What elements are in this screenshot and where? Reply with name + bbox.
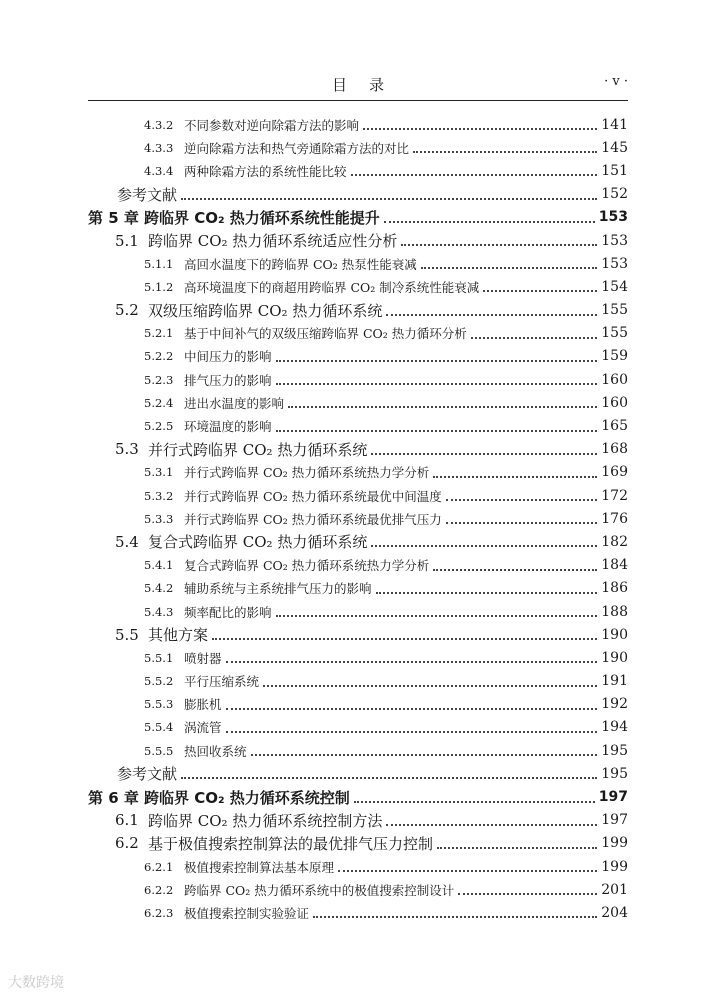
toc-entry[interactable]: [88, 414, 628, 437]
toc-entry-page: 153: [601, 255, 628, 272]
toc-entry[interactable]: [88, 159, 628, 182]
toc-entry-page: 194: [601, 719, 628, 736]
dot-leader: [181, 197, 597, 200]
dot-leader: [276, 359, 598, 362]
toc-entry-number: 5.4.3: [144, 604, 174, 619]
toc-entry-number: 5.1.2: [144, 279, 174, 294]
toc-entry[interactable]: [88, 716, 628, 739]
page-number: · v ·: [604, 74, 628, 89]
toc-entry-page: 197: [598, 789, 628, 806]
toc-entry-title: 热回收系统: [184, 743, 247, 759]
toc-entry[interactable]: [88, 484, 628, 507]
toc-entry[interactable]: [88, 391, 628, 414]
toc-entry[interactable]: [88, 206, 628, 229]
toc-entry[interactable]: [88, 229, 628, 252]
dot-leader: [226, 730, 598, 733]
toc-entry-number: 5.2.5: [144, 419, 174, 434]
toc-entry-page: 197: [601, 812, 628, 829]
toc-entry[interactable]: [88, 438, 628, 461]
toc-entry-number: 5.2.3: [144, 372, 174, 387]
toc-entry-number: 5.5.1: [144, 650, 174, 665]
toc-entry-title: 跨临界 CO₂ 热力循环系统控制: [144, 788, 350, 807]
dot-leader: [446, 521, 597, 524]
toc-entry-page: 169: [601, 464, 628, 481]
toc-entry-number: 4.3.2: [144, 117, 174, 132]
toc-entry-number: 5.3: [115, 440, 139, 459]
toc-entry[interactable]: [88, 368, 628, 391]
toc-entry-title: 极值搜索控制实验验证: [184, 905, 310, 921]
toc-entry-number: 5.5.4: [144, 720, 174, 735]
toc-entry-page: 172: [601, 487, 628, 504]
toc-entry-page: 199: [601, 835, 628, 852]
toc-entry-title: 并行式跨临界 CO₂ 热力循环系统最优排气压力: [184, 511, 442, 527]
toc-entry-number: 6.2: [115, 834, 139, 853]
toc-entry[interactable]: [88, 670, 628, 693]
toc-entry-page: 165: [601, 418, 628, 435]
dot-leader: [354, 800, 595, 803]
toc-entry-page: 151: [601, 162, 628, 179]
toc-entry[interactable]: [88, 785, 628, 808]
dot-leader: [483, 289, 597, 292]
dot-leader: [263, 684, 597, 687]
dot-leader: [386, 313, 597, 316]
dot-leader: [288, 405, 597, 408]
toc-entry-title: 辅助系统与主系统排气压力的影响: [184, 581, 372, 597]
toc-entry-title: 膨胀机: [184, 697, 222, 713]
toc-entry-title: 基于极值搜索控制算法的最优排气压力控制: [148, 834, 434, 853]
toc-entry-number: 5.4.1: [144, 558, 174, 573]
dot-leader: [386, 823, 597, 826]
toc-entry-title: 跨临界 CO₂ 热力循环系统中的极值搜索控制设计: [184, 882, 455, 898]
toc-entry-page: 145: [601, 139, 628, 156]
toc-entry[interactable]: [88, 507, 628, 530]
dot-leader: [471, 336, 597, 339]
dot-leader: [446, 498, 597, 501]
dot-leader: [313, 915, 597, 918]
dot-leader: [433, 568, 597, 571]
dot-leader: [351, 173, 598, 176]
toc-entry-title: 并行式跨临界 CO₂ 热力循环系统最优中间温度: [184, 488, 442, 504]
toc-entry-number: 5.5.2: [144, 674, 174, 689]
toc-entry[interactable]: [88, 855, 628, 878]
toc-entry-page: 153: [601, 232, 628, 249]
toc-entry[interactable]: [88, 299, 628, 322]
toc-entry-title: 其他方案: [148, 626, 209, 645]
dot-leader: [384, 220, 595, 223]
toc-entry-number: 5.3.1: [144, 465, 174, 480]
toc-entry-number: 第 6 章: [88, 788, 139, 807]
dot-leader: [338, 869, 597, 872]
toc-entry-page: 199: [601, 858, 628, 875]
dot-leader: [401, 243, 597, 246]
dot-leader: [226, 660, 598, 663]
toc-entry-title: 跨临界 CO₂ 热力循环系统性能提升: [144, 208, 380, 227]
toc-entry-page: 160: [601, 394, 628, 411]
dot-leader: [251, 753, 598, 756]
toc-entry-title: 排气压力的影响: [184, 372, 272, 388]
table-of-contents: [88, 113, 628, 925]
toc-entry-number: 5.3.3: [144, 511, 174, 526]
dot-leader: [437, 846, 597, 849]
toc-entry-page: 168: [601, 441, 628, 458]
toc-entry-page: 190: [601, 649, 628, 666]
toc-entry-title: 并行式跨临界 CO₂ 热力循环系统热力学分析: [184, 465, 430, 481]
toc-entry-page: 155: [601, 325, 628, 342]
dot-leader: [276, 382, 598, 385]
toc-entry[interactable]: [88, 901, 628, 924]
toc-entry-page: 141: [601, 116, 628, 133]
toc-entry-title: 跨临界 CO₂ 热力循环系统控制方法: [148, 811, 383, 830]
toc-entry-page: 159: [601, 348, 628, 365]
toc-entry-number: 5.5.5: [144, 743, 174, 758]
dot-leader: [371, 544, 597, 547]
watermark: 大数跨境: [8, 975, 64, 991]
toc-entry[interactable]: [88, 878, 628, 901]
toc-entry-number: 5.4: [115, 532, 139, 551]
dot-leader: [413, 150, 597, 153]
toc-entry-number: 6.1: [115, 811, 139, 830]
dot-leader: [226, 707, 598, 710]
toc-entry-page: 152: [601, 186, 628, 203]
dot-leader: [376, 591, 598, 594]
toc-entry[interactable]: [88, 646, 628, 669]
dot-leader: [181, 776, 597, 779]
toc-entry-page: 153: [598, 209, 628, 226]
toc-entry-title: 并行式跨临界 CO₂ 热力循环系统: [148, 440, 368, 459]
toc-entry-title: 中间压力的影响: [184, 349, 272, 365]
dot-leader: [276, 614, 598, 617]
toc-entry-number: 5.1: [115, 231, 139, 250]
page-header: [88, 72, 628, 96]
toc-entry-title: 参考文献: [117, 185, 178, 204]
toc-entry-page: 204: [601, 904, 628, 921]
toc-entry-number: 第 5 章: [88, 208, 139, 227]
toc-entry-page: 155: [601, 302, 628, 319]
toc-entry-page: 195: [601, 765, 628, 782]
toc-entry-number: 5.4.2: [144, 581, 174, 596]
toc-entry-title: 高环境温度下的商超用跨临界 CO₂ 制冷系统性能衰减: [184, 279, 480, 295]
toc-entry-page: 191: [601, 673, 628, 690]
page-title: 目录: [331, 76, 406, 94]
toc-entry[interactable]: [88, 762, 628, 785]
toc-entry-page: 195: [601, 742, 628, 759]
dot-leader: [421, 266, 597, 269]
toc-entry-title: 不同参数对逆向除霜方法的影响: [184, 117, 360, 133]
toc-entry-title: 跨临界 CO₂ 热力循环系统适应性分析: [148, 232, 398, 251]
toc-entry-page: 154: [601, 278, 628, 295]
toc-entry-title: 两种除霜方法的系统性能比较: [184, 163, 347, 179]
toc-entry-page: 190: [601, 626, 628, 643]
toc-entry-title: 进出水温度的影响: [184, 395, 285, 411]
toc-entry-title: 频率配比的影响: [184, 604, 272, 620]
toc-entry[interactable]: [88, 322, 628, 345]
toc-entry-page: 186: [601, 580, 628, 597]
toc-entry-page: 201: [601, 881, 628, 898]
toc-entry-number: 6.2.1: [144, 859, 174, 874]
toc-entry-title: 高回水温度下的跨临界 CO₂ 热泵性能衰减: [184, 256, 417, 272]
toc-entry[interactable]: [88, 530, 628, 553]
toc-entry-title: 双级压缩跨临界 CO₂ 热力循环系统: [148, 301, 383, 320]
toc-entry-title: 复合式跨临界 CO₂ 热力循环系统: [148, 533, 368, 552]
toc-entry[interactable]: [88, 577, 628, 600]
dot-leader: [276, 429, 598, 432]
toc-entry-title: 平行压缩系统: [184, 674, 260, 690]
toc-entry-page: 184: [601, 557, 628, 574]
dot-leader: [363, 127, 597, 130]
toc-entry-title: 喷射器: [184, 650, 222, 666]
toc-entry[interactable]: [88, 809, 628, 832]
toc-entry-page: 176: [601, 510, 628, 527]
toc-entry-number: 4.3.3: [144, 140, 174, 155]
toc-entry-title: 逆向除霜方法和热气旁通除霜方法的对比: [184, 140, 410, 156]
toc-entry[interactable]: [88, 113, 628, 136]
toc-entry-title: 基于中间补气的双级压缩跨临界 CO₂ 热力循环分析: [184, 326, 467, 342]
toc-entry[interactable]: [88, 183, 628, 206]
toc-entry-page: 182: [601, 533, 628, 550]
toc-entry-title: 极值搜索控制算法基本原理: [184, 859, 335, 875]
toc-entry-number: 6.2.2: [144, 882, 174, 897]
toc-entry-number: 5.5: [115, 625, 139, 644]
toc-entry[interactable]: [88, 600, 628, 623]
toc-entry-title: 环境温度的影响: [184, 419, 272, 435]
toc-entry[interactable]: [88, 739, 628, 762]
toc-entry-number: 5.2: [115, 301, 139, 320]
toc-entry[interactable]: [88, 693, 628, 716]
toc-entry-number: 4.3.4: [144, 163, 174, 178]
toc-entry-number: 6.2.3: [144, 905, 174, 920]
toc-entry-number: 5.5.3: [144, 697, 174, 712]
dot-leader: [371, 452, 597, 455]
toc-entry-page: 192: [601, 696, 628, 713]
toc-entry-page: 160: [601, 371, 628, 388]
toc-entry-page: 188: [601, 603, 628, 620]
toc-entry[interactable]: [88, 554, 628, 577]
toc-entry-number: 5.3.2: [144, 488, 174, 503]
toc-entry-title: 参考文献: [117, 765, 178, 784]
dot-leader: [212, 637, 597, 640]
toc-entry[interactable]: [88, 275, 628, 298]
toc-entry[interactable]: [88, 623, 628, 646]
toc-entry[interactable]: [88, 832, 628, 855]
toc-entry-number: 5.1.1: [144, 256, 174, 271]
toc-entry[interactable]: [88, 136, 628, 159]
toc-entry-number: 5.2.1: [144, 326, 174, 341]
toc-entry-title: 涡流管: [184, 720, 222, 736]
dot-leader: [458, 892, 597, 895]
toc-entry-title: 复合式跨临界 CO₂ 热力循环系统热力学分析: [184, 558, 430, 574]
toc-entry-number: 5.2.2: [144, 349, 174, 364]
toc-entry-number: 5.2.4: [144, 395, 174, 410]
header-rule: [88, 100, 628, 101]
dot-leader: [433, 475, 597, 478]
toc-entry[interactable]: [88, 461, 628, 484]
toc-entry[interactable]: [88, 252, 628, 275]
toc-entry[interactable]: [88, 345, 628, 368]
